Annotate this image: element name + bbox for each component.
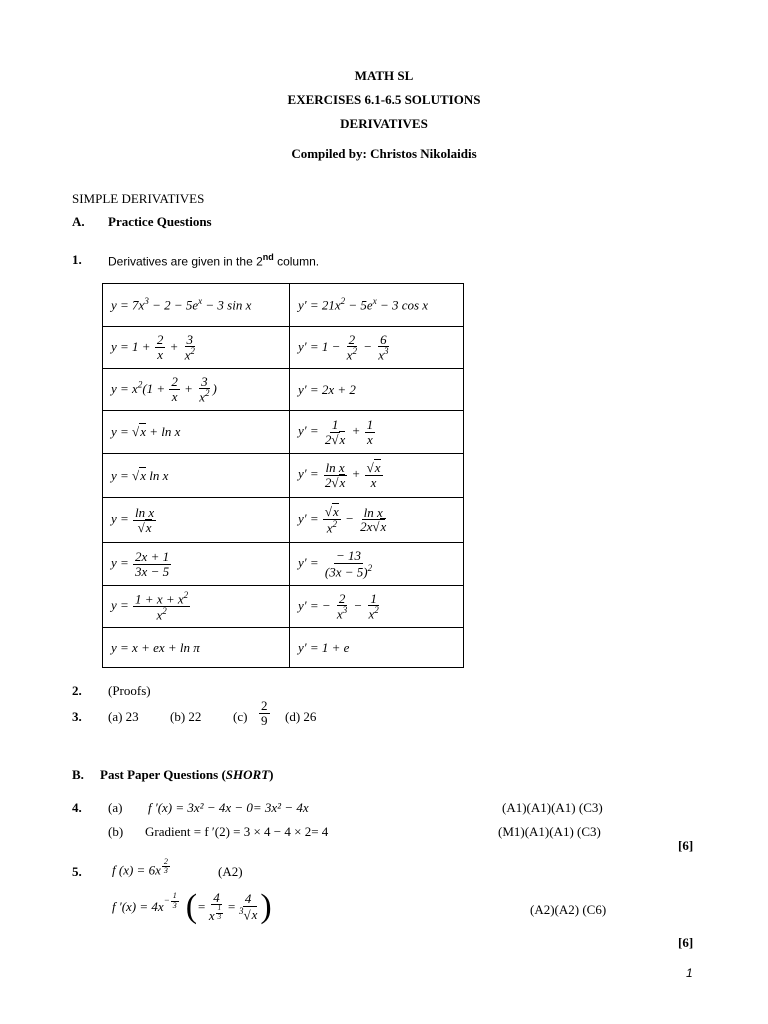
function-cell: y = $\frac{1 + x + x^2}{x^2}$ [103,586,290,628]
q1-text-pre: Derivatives are given in the 2 [108,254,263,269]
table-row [103,543,464,586]
q5-f2-radicand: x [251,907,258,923]
derivative-cell: $y' = 21x^2 - 5e^x - 3$ cos x [290,284,464,327]
doc-compiler: Compiled by: Christos Nikolaidis [291,146,477,161]
q5-eq-2: = [227,899,236,914]
question-number: 4. [72,800,82,815]
q5-total-marks: [6] [678,935,694,950]
q5-function [112,858,171,878]
function-cell: $y = x^2(1$ + $\frac{2}{x}$ + $\frac{3}{x^2}$ ) [103,369,290,411]
question-text [108,252,319,269]
q5-marks: (A2)(A2) (C6) [530,902,607,917]
q4-part-a-label: (a) [108,800,123,815]
q5-f1-exp-num: 1 [217,904,222,913]
q5-f2-den: $^3$√x [238,905,258,923]
section-a-label: A. [72,214,85,229]
section-b-label: B. [72,767,84,782]
table-row [103,454,464,498]
q4-part-b-marks: (M1)(A1)(A1) (C3) [498,824,601,839]
page-number: 1 [686,966,693,980]
q5-eq-1: = [197,899,206,914]
question-text: (Proofs) [108,683,151,698]
q4-part-b-answer: Gradient = f ′(2) = 3 × 4 − 4 × 2= 4 [145,824,329,839]
q1-text-sup: nd [262,252,274,262]
section-b-title [100,767,273,783]
q5-exp-den: 3 [163,866,168,876]
table-row [103,411,464,454]
table-row [103,284,464,327]
question-number: 3. [72,709,82,724]
derivative-cell: y′ = $\frac{- 13}{(3x - 5)^2}$ [290,543,464,586]
q5-derivative-exp-den: 3 [172,900,177,910]
q3-c-denominator: 9 [261,712,268,728]
table-row [103,586,464,628]
q5-derivative-exp-num: 1 [172,891,177,901]
derivative-cell: y′ = 1 − $\frac{2}{x^2}$ − $\frac{6}{x^3}$ [290,327,464,369]
derivative-cell: y′ = − $\frac{2}{x^3}$ − $\frac{1}{x^2}$ [290,586,464,628]
q5-function-mark: (A2) [218,864,243,879]
section-title: SIMPLE DERIVATIVES [72,191,205,206]
q5-exp-num: 2 [163,857,168,866]
derivative-cell: y′ = 1 + e [290,628,464,668]
function-cell: y = $\frac{2x + 1}{3x - 5}$ [103,543,290,586]
right-paren: ) [260,888,272,925]
q5-f2-root-index: 3 [238,905,244,916]
function-cell: $y = 7x^3 - 2 - 5e^x - 3$ sin x [103,284,290,327]
function-cell: y = $\frac{\text{ln x}}{√x}$ [103,498,290,543]
q4-total-marks: [6] [678,838,694,853]
doc-subject: MATH SL [354,68,414,83]
derivatives-table [102,283,464,668]
section-b-title-pre: Past Paper Questions ( [100,767,226,782]
q3-answer-c-label: (c) [233,709,248,724]
doc-title: EXERCISES 6.1-6.5 SOLUTIONS [287,92,481,107]
section-b-title-post: ) [269,767,274,782]
function-cell: y = x + ex + ln π [103,628,290,668]
table-row [103,327,464,369]
q5-f1-den-base: x [208,908,215,924]
section-b-title-em: SHORT [225,767,270,782]
q5-derivative-exp-sign: − [163,895,170,906]
derivative-cell: y′ = $\frac{1}{2√x}$ + $\frac{1}{x}$ [290,411,464,454]
q4-part-a-answer: f ′(x) = 3x² − 4x − 0= 3x² − 4x [148,800,309,815]
question-number: 1. [72,252,82,267]
q3-answer-b: (b) 22 [170,709,202,724]
table-row [103,498,464,543]
q3-answer-d: (d) 26 [285,709,317,724]
function-cell: y = 1 + $\frac{2}{x}$ + $\frac{3}{x^2}$ [103,327,290,369]
section-a-title: Practice Questions [108,214,212,229]
derivative-cell: y′ = 2x + 2 [290,369,464,411]
doc-topic: DERIVATIVES [340,116,428,131]
derivative-cell: y′ = $\frac{√x}{x^2}$ − $\frac{\text{ln x}}{2x√x}$ [290,498,464,543]
q3-answer-a: (a) 23 [108,709,139,724]
derivative-cell: y′ = $\frac{\text{ln x}}{2√x}$ + $\frac{√x}{x}$ [290,454,464,498]
q5-f1-den [207,905,226,923]
q3-answer-c-value [258,699,271,727]
q5-f1-exp-den: 3 [217,912,222,921]
table-row [103,369,464,411]
q3-c-numerator: 2 [261,698,268,713]
table-row [103,628,464,668]
q5-f1-num: 4 [213,889,220,905]
question-number: 2. [72,683,82,698]
question-number: 5. [72,864,82,879]
q5-function-base: f (x) = 6x [112,862,161,878]
q5-derivative-base: f ′(x) = 4x [112,899,164,914]
q4-part-a-marks: (A1)(A1)(A1) (C3) [502,800,603,815]
left-paren: ( [185,888,198,925]
function-cell: y = √x + ln x [103,411,290,454]
q1-text-post: column. [273,254,320,269]
function-cell: y = √x ln x [103,454,290,498]
q4-part-b-label: (b) [108,824,124,839]
q5-derivative [112,890,272,924]
q5-f2-num: 4 [244,891,252,907]
